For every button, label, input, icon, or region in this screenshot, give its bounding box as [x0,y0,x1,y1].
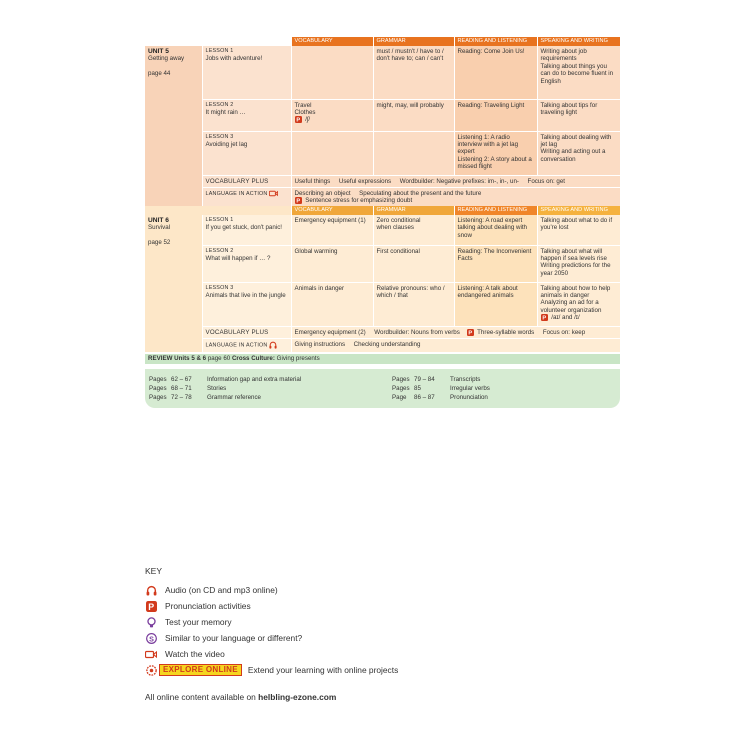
header-reading-listening: READING AND LISTENING [454,206,537,215]
reading-cell: Reading: Come Join Us! [454,46,537,99]
pronunciation-icon [467,329,474,336]
explore-online-badge: EXPLORE ONLINE [159,664,242,676]
lia-line2: P Sentence stress for emphasizing doubt [295,197,413,205]
svg-text:P: P [467,330,472,336]
vocab-plus-content: Useful things Useful expressions Wordbuilder: Negative prefixes: im-, in-, un- Focus on: get [291,175,620,187]
key-label: Watch the video [165,649,225,659]
unit5-title: UNIT 5 [148,48,169,55]
appendix-row: Pages 85 Irregular verbs [392,385,490,392]
header-vocabulary: VOCABULARY [291,206,373,215]
header-reading-listening: READING AND LISTENING [454,37,537,46]
pronunciation-icon [541,314,548,321]
svg-text:P: P [541,315,546,322]
appendix-row: Pages 62 – 67 Information gap and extra material [149,376,302,383]
headphones-icon [145,584,157,596]
grammar-cell: might, may, will probably [373,99,454,131]
lesson-name: LESSON 1 [205,48,234,54]
key-item [145,630,398,646]
speaking-pronunciation: P /aɪ/ and /ɪ/ [541,314,580,322]
lia-line1: Describing an object Speculating about the present and the future [294,189,482,197]
reading-cell: Reading: Traveling Light [454,99,537,131]
lesson-title: Jobs with adventure! [205,55,263,63]
unit6-subtitle: Survival [148,224,171,232]
key-title: KEY [145,566,163,576]
lesson-title: It might rain … [205,108,246,116]
review-strip [145,354,620,364]
lesson-name: LESSON 1 [205,217,234,223]
unit5-vocab-plus-row [145,175,620,187]
key-label: Audio (on CD and mp3 online) [165,585,278,595]
vocab-cell: Global warming [291,245,373,282]
unit6-table [145,206,621,353]
unit5-lesson2-row [145,99,620,131]
video-camera-icon [269,190,278,197]
lesson-title: Animals that live in the jungle [205,291,286,299]
unit6-lesson3-row [145,282,620,326]
reading-cell: Listening: A talk about endangered animals [454,282,537,326]
key-section [145,566,398,678]
key-item [145,598,398,614]
appendix-row: Pages 68 – 71 Stories [149,385,227,392]
svg-text:P: P [295,198,300,205]
lia-line1: Giving instructions Checking understanding [291,339,620,353]
lesson-title: If you get stuck, don't panic! [205,224,283,232]
speaking-cell: Talking about what to do if you're lost [537,215,620,245]
unit6-vocab-plus-row [145,326,620,339]
svg-text:P: P [295,117,300,124]
key-label: Similar to your language or different? [165,633,303,643]
lesson-title: Avoiding jet lag [205,140,248,148]
vocab-plus-label: VOCABULARY PLUS [202,326,291,339]
pronunciation-icon [295,116,302,123]
key-item [145,582,398,598]
vocab-cell [291,46,373,99]
vocab-pronunciation: P /ʃ/ [295,116,311,124]
unit5-language-in-action-row [145,187,620,207]
unit5-cell [145,46,202,207]
unit5-lesson1-row [145,46,620,99]
vocab-plus-content: Emergency equipment (2) Wordbuilder: Nouns from verbs P Three-syllable words Focus on: keep [291,326,620,339]
unit5-table [145,37,621,208]
header-grammar: GRAMMAR [373,206,454,215]
speaking-cell: Writing about job requirements Talking about things you can do to become fluent in English [537,46,620,99]
lesson-name: LESSON 3 [205,284,234,291]
reading-cell: Listening 1: A radio interview with a jet lag expert Listening 2: A story about a missed flight [454,131,537,175]
unit6-title: UNIT 6 [148,217,169,224]
vocab-cell [291,131,373,175]
unit6-header-row [145,206,620,215]
speaking-cell: Talking about how to help animals in danger Analyzing an ad for a volunteer organization [540,284,611,314]
review-label: REVIEW Units 5 & 6 [148,355,207,362]
cross-culture-label: Cross Culture: [231,355,275,362]
unit6-cell [145,215,202,353]
unit6-language-in-action-row [145,339,620,353]
vocab-plus-label: VOCABULARY PLUS [202,175,291,187]
unit5-lesson3-row [145,131,620,175]
unit6-lesson2-row [145,245,620,282]
reading-cell: Reading: The Inconvenient Facts [454,245,537,282]
grammar-cell: First conditional [373,245,454,282]
header-vocabulary: VOCABULARY [291,37,373,46]
lesson-name: LESSON 3 [205,133,234,140]
video-camera-icon [145,648,157,660]
pronunciation-icon [145,600,157,612]
appendix-row: Page 86 – 87 Pronunciation [392,394,488,401]
reading-cell: Listening: A road expert talking about dealing with snow [454,215,537,245]
appendix-panel [145,369,620,408]
lightbulb-icon [145,616,157,628]
vocab-cell: Travel Clothes [294,101,316,116]
footer-site-link[interactable]: helbling-ezone.com [258,692,337,702]
unit5-header-row [145,37,620,46]
key-label: Test your memory [165,617,232,627]
speaking-cell: Talking about what will happen if sea levels rise Writing predictions for the year 2050 [537,245,620,282]
explore-globe-icon [145,664,157,676]
header-speaking-writing: SPEAKING AND WRITING [537,37,620,46]
grammar-cell [373,131,454,175]
header-grammar: GRAMMAR [373,37,454,46]
svg-text:P: P [147,601,154,612]
appendix-right [392,375,490,402]
headphones-icon [269,341,277,349]
unit5-page: page 44 [148,69,171,77]
appendix-left [149,375,301,402]
lia-label: LANGUAGE IN ACTION [205,342,268,349]
key-label: Pronunciation activities [165,601,251,611]
grammar-cell: Relative pronouns: who / which / that [373,282,454,326]
cross-culture-text: Giving presents [276,355,320,362]
lesson-title: What will happen if … ? [205,254,271,262]
similar-icon [145,632,157,644]
speaking-cell: Talking about dealing with jet lag Writing and acting out a conversation [537,131,620,175]
vocab-cell: Emergency equipment (1) [291,215,373,245]
footer-note: All online content available on helbling-ezone.com [145,692,337,702]
appendix-row: Pages 72 – 78 Grammar reference [149,394,261,401]
grammar-cell: must / mustn't / have to / don't have to; can / can't [373,46,454,99]
key-label: Extend your learning with online projects [247,665,399,675]
unit6-lesson1-row [145,215,620,245]
header-speaking-writing: SPEAKING AND WRITING [537,206,620,215]
pronunciation-icon [295,197,302,204]
svg-text:S: S [148,634,154,643]
lesson-name: LESSON 2 [205,247,234,254]
review-page: page 60 [207,355,231,362]
vocab-cell: Animals in danger [291,282,373,326]
unit6-page: page 52 [148,238,171,246]
lia-label: LANGUAGE IN ACTION [205,191,268,198]
key-item-explore [145,662,398,678]
unit5-subtitle: Getting away [148,55,185,63]
key-item [145,614,398,630]
grammar-cell: Zero conditional when clauses [373,215,454,245]
appendix-row: Pages 79 – 84 Transcripts [392,376,481,383]
key-item [145,646,398,662]
lesson-name: LESSON 2 [205,101,234,108]
speaking-cell: Talking about tips for traveling light [537,99,620,131]
